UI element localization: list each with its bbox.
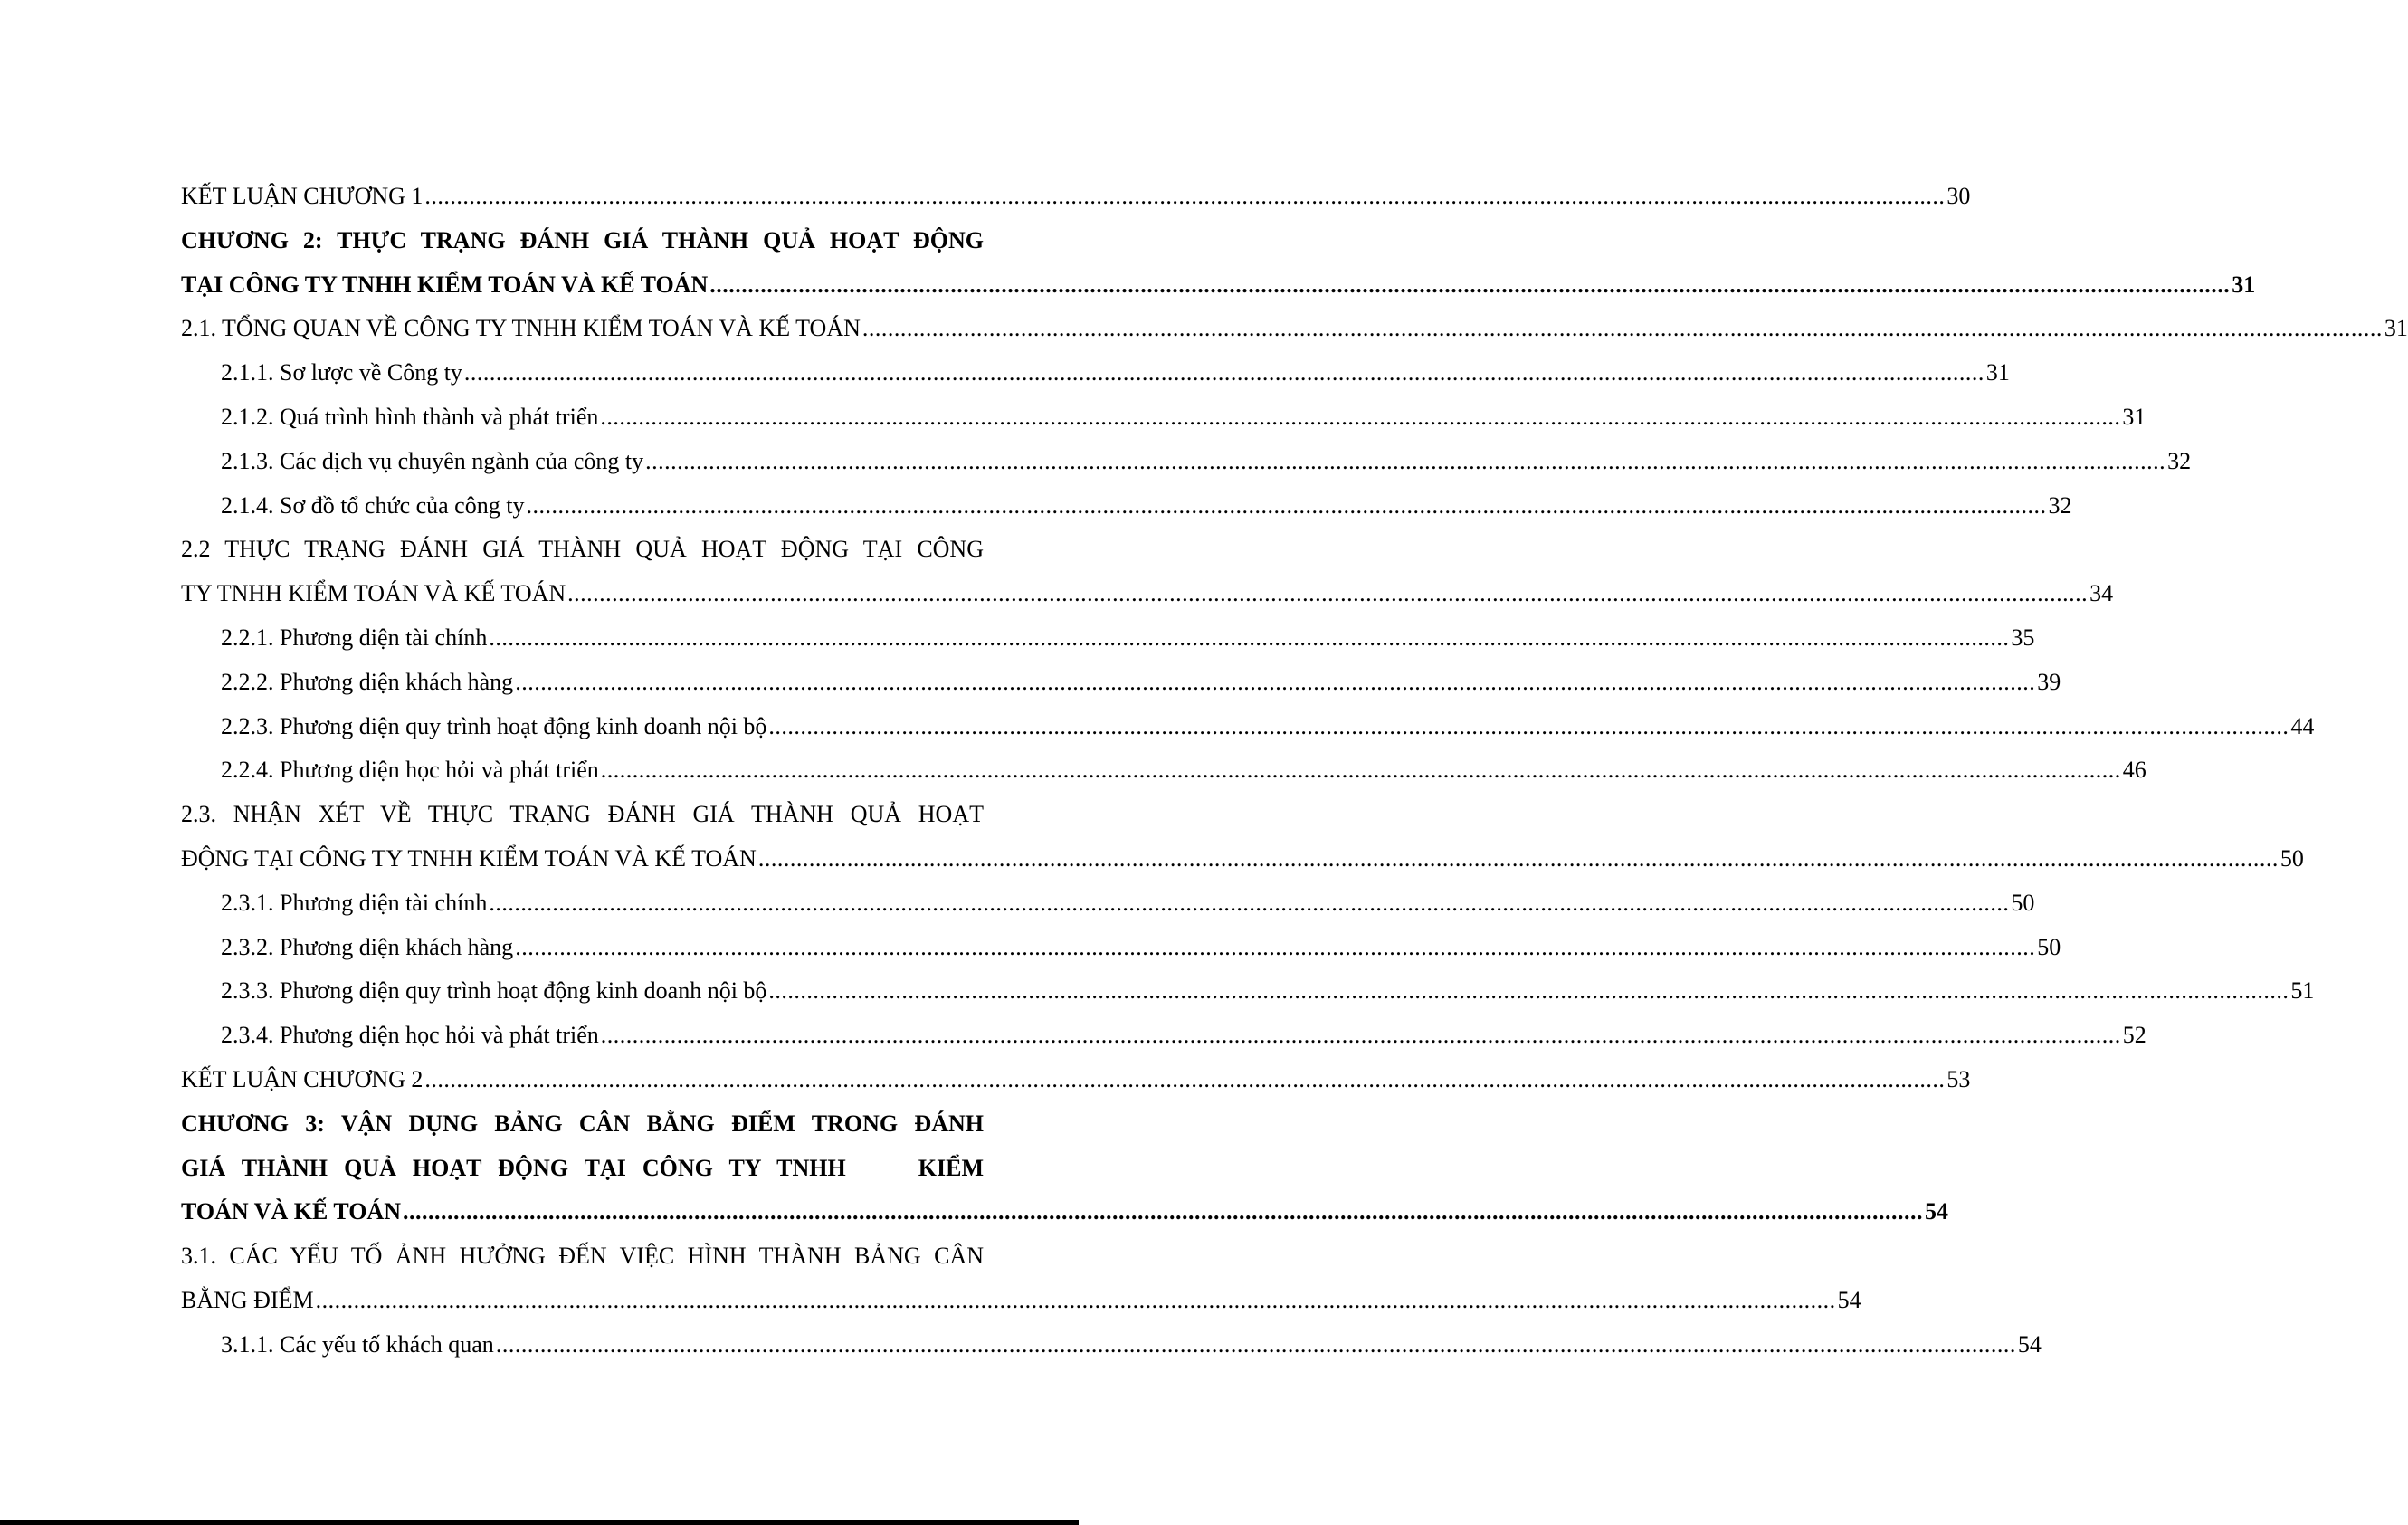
toc-entry-title: CHƯƠNG 2: THỰC TRẠNG ĐÁNH GIÁ THÀNH QUẢ HOẠT ĐỘNG bbox=[181, 226, 984, 253]
dot-leader bbox=[709, 263, 2230, 308]
toc-entry[interactable] bbox=[181, 484, 2072, 529]
toc-section-heading bbox=[181, 793, 984, 837]
toc-entry-title: 2.3.2. Phương diện khách hàng bbox=[221, 933, 514, 960]
toc-entry-title: 2.3. NHẬN XÉT VỀ THỰC TRẠNG ĐÁNH GIÁ THÀNH QUẢ HOẠT bbox=[181, 801, 984, 828]
toc-entry[interactable] bbox=[181, 837, 2304, 882]
toc-page-number: 35 bbox=[2011, 624, 2035, 651]
toc-entry[interactable] bbox=[181, 175, 1971, 219]
toc-entry-title: 2.3.1. Phương diện tài chính bbox=[221, 889, 488, 916]
dot-leader bbox=[424, 1058, 1945, 1102]
toc-page-number: 46 bbox=[2122, 757, 2146, 784]
toc-entry[interactable] bbox=[181, 1190, 1948, 1234]
toc-entry-title: 2.1.1. Sơ lược về Công ty bbox=[221, 359, 462, 386]
toc-page-number: 50 bbox=[2011, 889, 2035, 916]
toc-page-number: 31 bbox=[2122, 403, 2146, 430]
toc-page-number: 31 bbox=[2384, 315, 2408, 342]
toc-entry-title: TẠI CÔNG TY TNHH KIỂM TOÁN VÀ KẾ TOÁN bbox=[181, 271, 709, 298]
toc-entry-title: 2.2.3. Phương diện quy trình hoạt động kinh doanh nội bộ bbox=[221, 712, 767, 739]
dot-leader bbox=[403, 1190, 1923, 1234]
dot-leader bbox=[862, 307, 2383, 351]
toc-entry[interactable] bbox=[181, 1058, 1971, 1102]
table-of-contents bbox=[181, 175, 2408, 1368]
toc-entry-title: TOÁN VÀ KẾ TOÁN bbox=[181, 1198, 401, 1225]
dot-leader bbox=[316, 1279, 1836, 1323]
dot-leader bbox=[515, 661, 2035, 705]
toc-page-number: 31 bbox=[2232, 271, 2256, 298]
dot-leader bbox=[464, 351, 1984, 396]
toc-entry[interactable] bbox=[181, 263, 2256, 308]
dot-leader bbox=[758, 837, 2279, 882]
toc-entry[interactable] bbox=[181, 396, 2146, 440]
toc-section-heading bbox=[181, 1234, 984, 1279]
toc-entry-title: 3.1.1. Các yếu tố khách quan bbox=[221, 1330, 494, 1358]
dot-leader bbox=[489, 882, 2009, 926]
toc-entry[interactable] bbox=[181, 705, 2315, 749]
toc-page-number: 52 bbox=[2122, 1022, 2146, 1049]
dot-leader bbox=[515, 926, 2035, 970]
toc-chapter-heading bbox=[181, 1102, 984, 1147]
dot-leader bbox=[768, 969, 2289, 1014]
toc-entry-title: 2.2.2. Phương diện khách hàng bbox=[221, 668, 514, 695]
toc-page-number: 54 bbox=[2017, 1330, 2042, 1358]
toc-entry[interactable] bbox=[181, 307, 2408, 351]
toc-entry[interactable] bbox=[181, 969, 2315, 1014]
toc-page-number: 32 bbox=[2167, 447, 2192, 474]
toc-page-number: 39 bbox=[2037, 668, 2061, 695]
toc-entry[interactable] bbox=[181, 1279, 1861, 1323]
page-bottom-edge bbox=[0, 1520, 1079, 1525]
dot-leader bbox=[489, 616, 2009, 661]
toc-entry-title: KẾT LUẬN CHƯƠNG 1 bbox=[181, 183, 424, 209]
toc-entry[interactable] bbox=[181, 882, 2035, 926]
toc-entry-title: 2.2 THỰC TRẠNG ĐÁNH GIÁ THÀNH QUẢ HOẠT ĐỘNG TẠI CÔNG bbox=[181, 536, 984, 563]
toc-entry[interactable] bbox=[181, 926, 2061, 970]
toc-entry[interactable] bbox=[181, 351, 2010, 396]
toc-page-number: 32 bbox=[2048, 491, 2072, 519]
toc-entry[interactable] bbox=[181, 1323, 2042, 1368]
toc-page-number: 51 bbox=[2290, 977, 2315, 1005]
toc-chapter-heading bbox=[181, 1147, 984, 1191]
toc-entry-title: 2.1. TỔNG QUAN VỀ CÔNG TY TNHH KIỂM TOÁN VÀ KẾ TOÁN bbox=[181, 315, 861, 342]
toc-entry-title: CHƯƠNG 3: VẬN DỤNG BẢNG CÂN BẰNG ĐIỂM TRONG ĐÁNH bbox=[181, 1110, 984, 1137]
toc-entry-title: 2.1.3. Các dịch vụ chuyên ngành của công ty bbox=[221, 447, 644, 474]
toc-entry-title: 2.1.2. Quá trình hình thành và phát triển bbox=[221, 403, 599, 430]
toc-entry-title: 2.1.4. Sơ đồ tổ chức của công ty bbox=[221, 491, 525, 519]
toc-entry[interactable] bbox=[181, 1014, 2146, 1058]
toc-page-number: 54 bbox=[1924, 1198, 1948, 1225]
dot-leader bbox=[567, 572, 2088, 616]
dot-leader bbox=[496, 1323, 2016, 1368]
toc-entry-title: 2.3.3. Phương diện quy trình hoạt động kinh doanh nội bộ bbox=[221, 977, 767, 1005]
dot-leader bbox=[601, 748, 2121, 793]
toc-entry[interactable] bbox=[181, 572, 2114, 616]
toc-page-number: 34 bbox=[2089, 580, 2114, 607]
dot-leader bbox=[768, 705, 2289, 749]
toc-entry-title: 2.3.4. Phương diện học hỏi và phát triển bbox=[221, 1022, 599, 1049]
toc-page-number: 44 bbox=[2290, 712, 2315, 739]
toc-entry-title: 2.2.1. Phương diện tài chính bbox=[221, 624, 488, 651]
toc-entry-title: KẾT LUẬN CHƯƠNG 2 bbox=[181, 1065, 424, 1092]
dot-leader bbox=[600, 396, 2120, 440]
toc-entry[interactable] bbox=[181, 661, 2061, 705]
toc-entry-title: 2.2.4. Phương diện học hỏi và phát triển bbox=[221, 757, 599, 784]
toc-page-number: 54 bbox=[1837, 1286, 1861, 1313]
toc-entry-title: GIÁ THÀNH QUẢ HOẠT ĐỘNG TẠI CÔNG TY TNHH bbox=[181, 1154, 846, 1181]
toc-entry[interactable] bbox=[181, 748, 2146, 793]
toc-chapter-heading bbox=[181, 219, 984, 263]
dot-leader bbox=[526, 484, 2046, 529]
toc-entry[interactable] bbox=[181, 440, 2192, 484]
toc-entry[interactable] bbox=[181, 616, 2035, 661]
toc-section-heading bbox=[181, 528, 984, 572]
toc-page-number: 30 bbox=[1946, 183, 1971, 209]
toc-entry-title: 3.1. CÁC YẾU TỐ ẢNH HƯỞNG ĐẾN VIỆC HÌNH THÀNH BẢNG CÂN bbox=[181, 1243, 984, 1270]
dot-leader bbox=[424, 175, 1945, 219]
toc-page-number: 53 bbox=[1946, 1065, 1971, 1092]
toc-entry-title: TY TNHH KIỂM TOÁN VÀ KẾ TOÁN bbox=[181, 580, 566, 607]
toc-entry-title: BẰNG ĐIỂM bbox=[181, 1286, 314, 1313]
toc-entry-title: ĐỘNG TẠI CÔNG TY TNHH KIỂM TOÁN VÀ KẾ TOÁN bbox=[181, 844, 757, 872]
dot-leader bbox=[645, 440, 2165, 484]
toc-page-number: 50 bbox=[2280, 844, 2304, 872]
dot-leader bbox=[601, 1014, 2121, 1058]
toc-page-number: 50 bbox=[2037, 933, 2061, 960]
toc-entry-title-end: KIỂM bbox=[918, 1154, 984, 1181]
toc-page-number: 31 bbox=[1985, 359, 2010, 386]
